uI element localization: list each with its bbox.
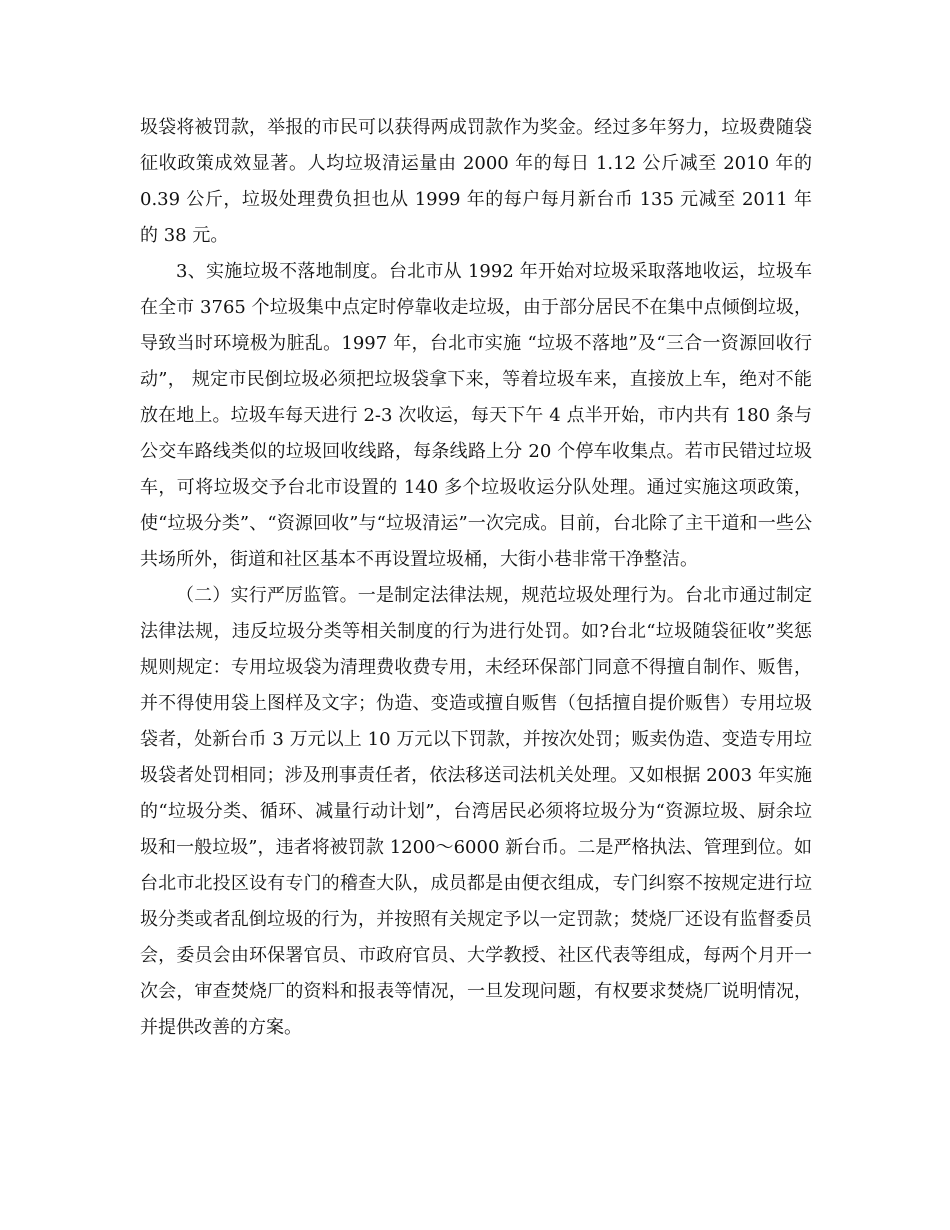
document-body: [140, 110, 812, 1046]
paragraph-no-landing-garbage-system: 3、实施垃圾不落地制度。台北市从 1992 年开始对垃圾采取落地收运，垃圾车在全市 3765 个垃圾集中点定时停靠收走垃圾，由于部分居民不在集中点倾倒垃圾，导致当时环境极为脏乱。1997 年，台北市实施 “垃圾不落地”及“三合一资源回收行动”， 规定市民倒垃圾必须把垃圾袋拿下来，等着垃圾车来，直接放上车，绝对不能放在地上。垃圾车每天进行 2-3 次收运，每天下午 4 点半开始，市内共有 180 条与公交车路线类似的垃圾回收线路，每条线路上分 20 个停车收集点。若市民错过垃圾车，可将垃圾交予台北市设置的 140 多个垃圾收运分队处理。通过实施这项政策，使“垃圾分类”、“资源回收”与“垃圾清运”一次完成。目前，台北除了主干道和一些公共场所外，街道和社区基本不再设置垃圾桶，大街小巷非常干净整洁。: [140, 261, 812, 570]
paragraph-fee-policy-results: 圾袋将被罚款，举报的市民可以获得两成罚款作为奖金。经过多年努力，垃圾费随袋征收政策成效显著。人均垃圾清运量由 2000 年的每日 1.12 公斤减至 2010 年的 0.39 公斤，垃圾处理费负担也从 1999 年的每户每月新台币 135 元减至 2011 年的 38 元。: [140, 117, 812, 246]
paragraph-strict-supervision: （二）实行严厉监管。一是制定法律法规，规范垃圾处理行为。台北市通过制定法律法规，违反垃圾分类等相关制度的行为进行处罚。如?台北“垃圾随袋征收”奖惩规则规定：专用垃圾袋为清理费收费专用，未经环保部门同意不得擅自制作、贩售，并不得使用袋上图样及文字；伪造、变造或擅自贩售（包括擅自提价贩售）专用垃圾袋者，处新台币 3 万元以上 10 万元以下罚款，并按次处罚；贩卖伪造、变造专用垃圾袋者处罚相同；涉及刑事责任者，依法移送司法机关处理。又如根据 2003 年实施的“垃圾分类、循环、减量行动计划”，台湾居民必须将垃圾分为“资源垃圾、厨余垃圾和一般垃圾”，违者将被罚款 1200～6000 新台币。二是严格执法、管理到位。如台北市北投区设有专门的稽查大队，成员都是由便衣组成，专门纠察不按规定进行垃圾分类或者乱倒垃圾的行为，并按照有关规定予以一定罚款；焚烧厂还设有监督委员会，委员会由环保署官员、市政府官员、大学教授、社区代表等组成，每两个月开一次会，审查焚烧厂的资料和报表等情况，一旦发现问题，有权要求焚烧厂说明情况，并提供改善的方案。: [140, 585, 812, 1038]
